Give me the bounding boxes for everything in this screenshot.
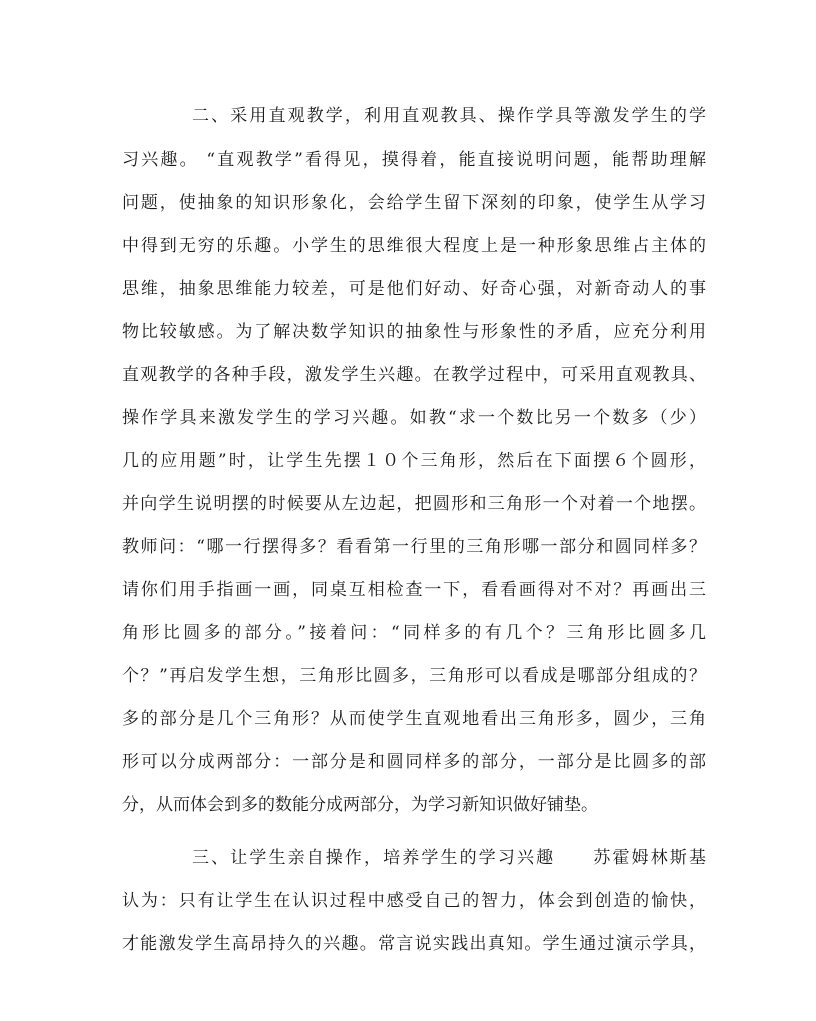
paragraph-1-line-3: 问题，使抽象的知识形象化，会给学生留下深刻的印象，使学生从学习 (122, 193, 706, 213)
paragraph-1-line-16: 形可以分成两部分：一部分是和圆同样多的部分，一部分是比圆多的部 (122, 752, 706, 772)
paragraph-1-line-14: 个？”再启发学生想，三角形比圆多，三角形可以看成是哪部分组成的？ (122, 666, 706, 686)
paragraph-2-line-1: 三、让学生亲自操作，培养学生的学习兴趣 苏霍姆林斯基 (192, 848, 706, 868)
paragraph-1-line-6: 物比较敏感。为了解决数学知识的抽象性与形象性的矛盾，应充分利用 (122, 322, 706, 342)
paragraph-1-line-5: 思维，抽象思维能力较差，可是他们好动、好奇心强，对新奇动人的事 (122, 279, 706, 299)
paragraph-1-line-10: 并向学生说明摆的时候要从左边起，把圆形和三角形一个对着一个地摆。 (122, 494, 706, 514)
paragraph-1-line-8: 操作学具来激发学生的学习兴趣。如教“求一个数比另一个数多（少） (122, 408, 706, 428)
paragraph-2-line-3: 才能激发学生高昂持久的兴趣。常言说实践出真知。学生通过演示学具， (122, 934, 706, 954)
paragraph-1-line-4: 中得到无穷的乐趣。小学生的思维很大程度上是一种形象思维占主体的 (122, 236, 706, 256)
paragraph-1-line-13: 角形比圆多的部分。”接着问：“同样多的有几个？三角形比圆多几 (122, 623, 706, 643)
paragraph-1-line-17: 分，从而体会到多的数能分成两部分，为学习新知识做好铺垫。 (122, 795, 598, 815)
paragraph-1-line-9: 几的应用题”时，让学生先摆１０个三角形，然后在下面摆６个圆形， (122, 451, 706, 471)
paragraph-1-line-1: 二、采用直观教学，利用直观教具、操作学具等激发学生的学 (192, 106, 706, 126)
paragraph-1-line-7: 直观教学的各种手段，激发学生兴趣。在教学过程中，可采用直观教具、 (122, 365, 706, 385)
paragraph-1-line-12: 请你们用手指画一画，同桌互相检查一下，看看画得对不对？再画出三 (122, 580, 706, 600)
paragraph-1-line-11: 教师问：“哪一行摆得多？看看第一行里的三角形哪一部分和圆同样多？ (122, 537, 706, 557)
paragraph-1-line-15: 多的部分是几个三角形？从而使学生直观地看出三角形多，圆少，三角 (122, 709, 706, 729)
paragraph-2-line-2: 认为：只有让学生在认识过程中感受自己的智力，体会到创造的愉快， (122, 891, 706, 911)
paragraph-1-line-2: 习兴趣。 “直观教学”看得见，摸得着，能直接说明问题，能帮助理解 (122, 150, 706, 170)
